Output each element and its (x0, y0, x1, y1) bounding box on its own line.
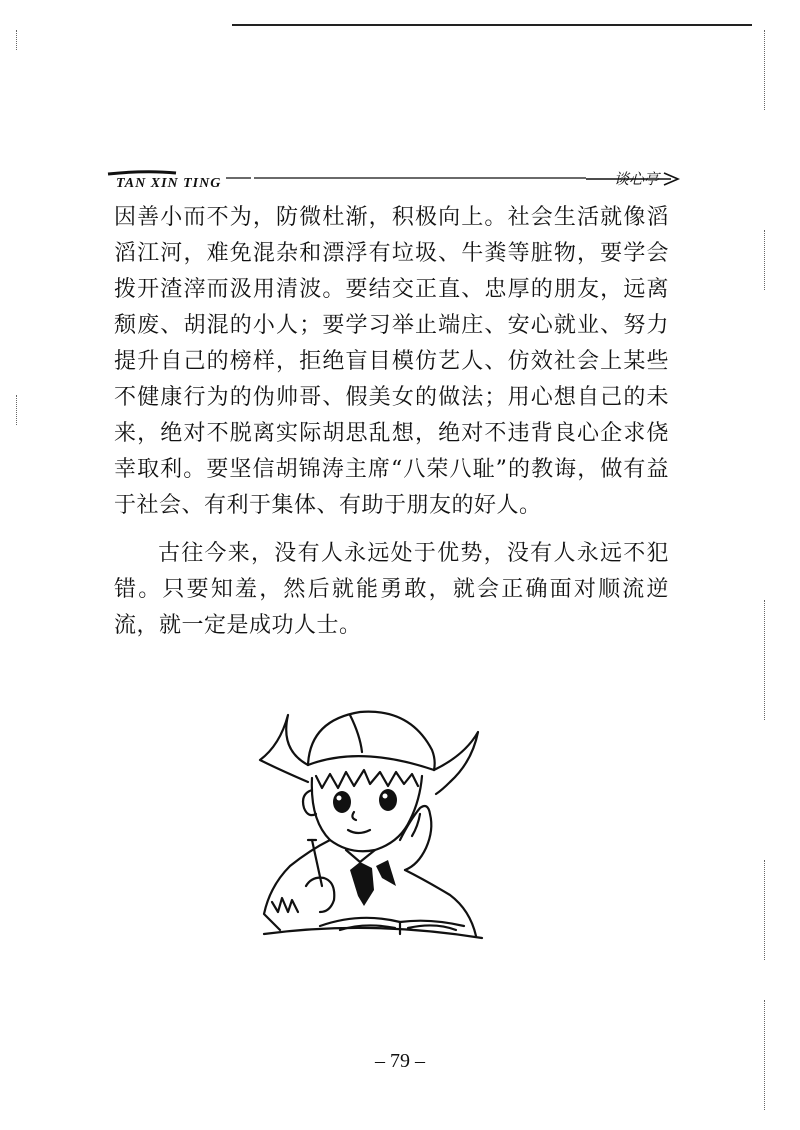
running-header (106, 150, 681, 200)
scan-edge-mark (764, 860, 765, 960)
top-rule (232, 24, 752, 26)
body-text (114, 200, 669, 644)
scan-edge-mark (764, 30, 765, 110)
header-series-label: TAN XIN TING (116, 176, 222, 191)
paragraph: 因善小而不为，防微杜渐，积极向上。社会生活就像滔滔江河，难免混杂和漂浮有垃圾、牛粪等脏物，要学会拨开渣滓而汲用清波。要结交正直、忠厚的朋友，远离颓废、胡混的小人；要学习举止端庄、安心就业、努力提升自己的榜样，拒绝盲目模仿艺人、仿效社会上某些不健康行为的伪帅哥、假美女的做法；用心想自己的未来，绝对不脱离实际胡思乱想，绝对不违背良心企求侥幸取利。要坚信胡锦涛主席“八荣八耻”的教诲，做有益于社会、有利于集体、有助于朋友的好人。 (114, 205, 669, 518)
scan-edge-mark (16, 395, 17, 425)
paragraph: 古往今来，没有人永远处于优势，没有人永远不犯错。只要知羞，然后就能勇敢，就会正确面对顺流逆流，就一定是成功人士。 (114, 541, 669, 638)
scan-edge-mark (16, 30, 17, 50)
scan-edge-mark (764, 230, 765, 290)
boy-with-cap-illustration (250, 690, 490, 950)
header-section-title: 谈心亭 (613, 170, 659, 188)
scan-edge-mark (764, 600, 765, 720)
page-number: – 79 – (375, 1050, 425, 1072)
